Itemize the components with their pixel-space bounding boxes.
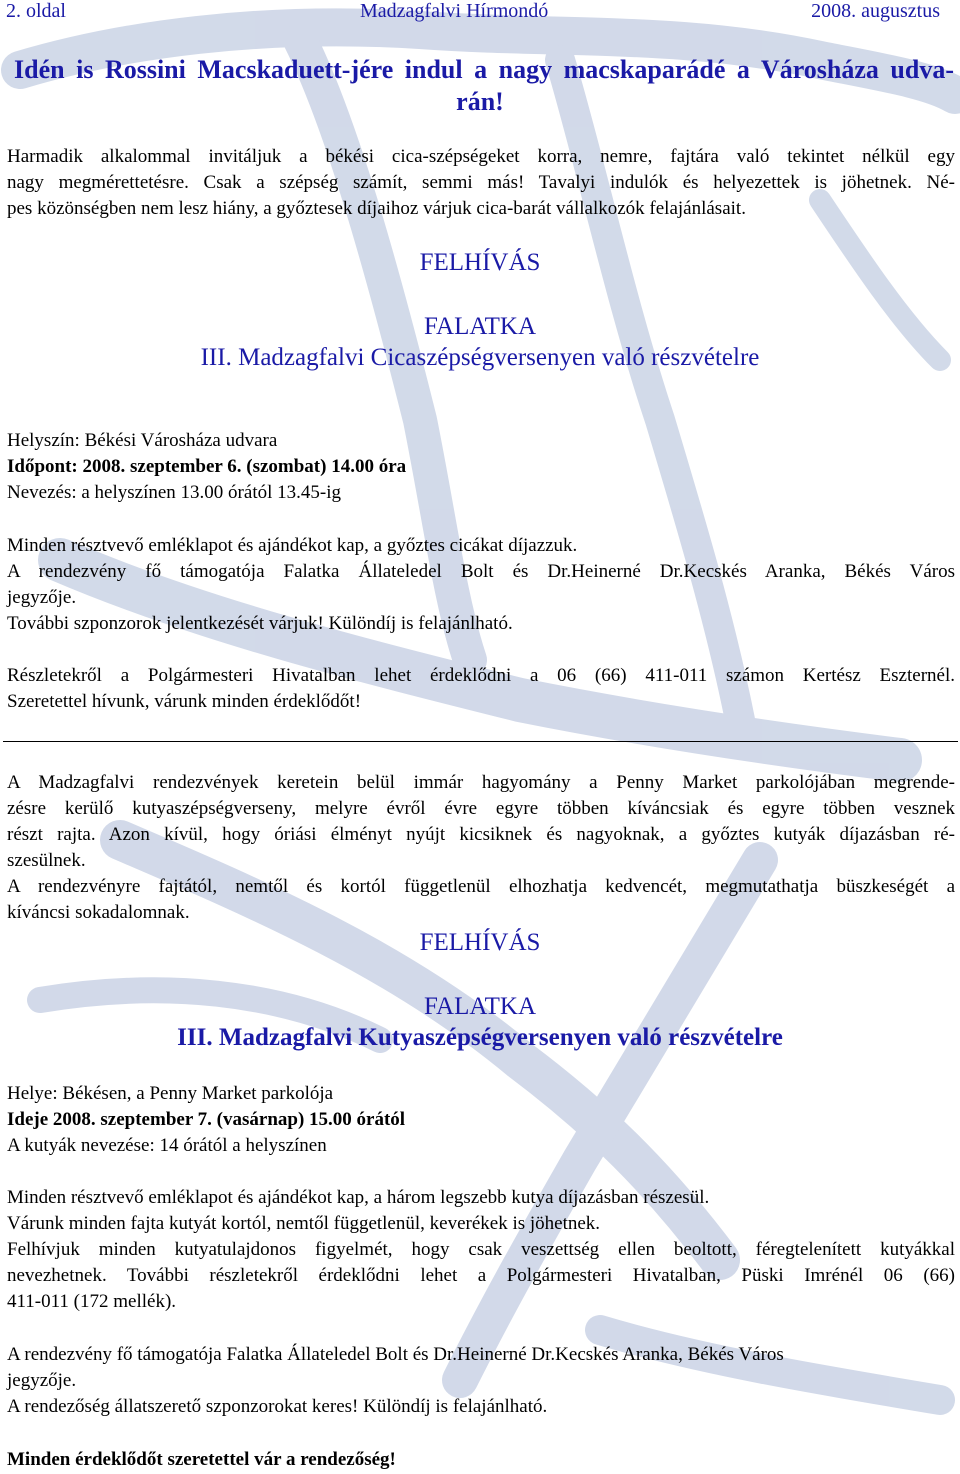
article2-info-line: Várunk minden fajta kutyát kortól, nemtől függetlenül, keverékek is jöhetnek. [7, 1213, 601, 1234]
article1-main-sponsor-cont: jegyzője. [7, 587, 77, 608]
article2-info-line: nevezhetnek. További részletekről érdeklődni lehet a Polgármesteri Hivatalban, Püski Imrénél 06 (66) [7, 1265, 955, 1286]
article2-call-heading: FELHÍVÁS [419, 929, 541, 956]
article2-intro-line: szesülnek. [7, 850, 86, 871]
article1-invitation: Szeretettel hívunk, várunk minden érdeklődőt! [7, 691, 362, 712]
article1-details: Részletekről a Polgármesteri Hivatalban lehet érdeklődni a 06 (66) 411-011 számon Kertész Eszternél. [7, 665, 955, 686]
article2-intro-line: zésre kerülő kutyaszépségverseny, melyre évről évre egyre többen kíváncsiak és egyre többen vesznek [7, 798, 955, 819]
article2-contest-heading: III. Madzagfalvi Kutyaszépségversenyen való részvételre [177, 1024, 783, 1051]
article2-info-line: Felhívjuk minden kutyatulajdonos figyelmét, hogy csak veszettség ellen beoltott, féregtelenített kutyákkal [7, 1239, 955, 1260]
article2-intro-line: részt rajta. Azon kívül, hogy óriási élményt nyújt kicsiknek és nagyoknak, a győztes kutyák díjazásban ré- [7, 824, 955, 845]
article1-title-line2: rán! [456, 87, 504, 116]
article1-main-sponsor: A rendezvény fő támogatója Falatka Állateledel Bolt és Dr.Heinerné Dr.Kecskés Aranka, Békés Város [7, 561, 955, 582]
article2-main-sponsor: A rendezvény fő támogatója Falatka Állateledel Bolt és Dr.Heinerné Dr.Kecskés Aranka, Békés Város [7, 1344, 784, 1365]
article1-intro-line: Harmadik alkalommal invitáljuk a békési cica-szépségeket korra, nemre, fajtára való tekintet nélkül egy [7, 146, 955, 167]
article2-time: Ideje 2008. szeptember 7. (vasárnap) 15.00 órától [7, 1109, 406, 1130]
article2-info-line: 411-011 (172 mellék). [7, 1291, 177, 1312]
article2-sponsor-heading: FALATKA [423, 993, 537, 1020]
article2-intro-line: kíváncsi sokadalomnak. [7, 902, 190, 923]
issue-date: 2008. augusztus [811, 0, 940, 22]
article1-prizes: Minden résztvevő emléklapot és ajándékot kap, a győztes cicákat díjazzuk. [7, 535, 578, 556]
article1-place: Helyszín: Békési Városháza udvara [7, 430, 278, 451]
article1-registration: Nevezés: a helyszínen 13.00 órától 13.45-ig [7, 482, 341, 503]
article2-intro-line: A Madzagfalvi rendezvények keretein belül immár hagyomány a Penny Market parkolójában megrende- [7, 772, 955, 793]
article2-more-sponsors: A rendezőség állatszerető szponzorokat keres! Különdíj is felajánlható. [7, 1396, 548, 1417]
article1-time: Időpont: 2008. szeptember 6. (szombat) 14.00 óra [7, 456, 407, 477]
publication-name: Madzagfalvi Hírmondó [360, 0, 549, 22]
article1-contest-heading: III. Madzagfalvi Cicaszépségversenyen való részvételre [200, 344, 760, 371]
article1-title-line1: Idén is Rossini Macskaduett-jére indul a nagy macskaparádé a Városháza udva- [14, 55, 954, 84]
article1-sponsor-heading: FALATKA [423, 313, 537, 340]
article2-place: Helye: Békésen, a Penny Market parkolója [7, 1083, 334, 1104]
article1-more-sponsors: További szponzorok jelentkezését várjuk! Különdíj is felajánlható. [7, 613, 513, 634]
article1-intro-line: pes közönségben nem lesz hiány, a győztesek díjaihoz várjuk cica-barát vállalkozók felajánlásait. [7, 198, 746, 219]
section-divider [3, 741, 958, 742]
article2-info-line: Minden résztvevő emléklapot és ajándékot kap, a három legszebb kutya díjazásban részesül. [7, 1187, 710, 1208]
article2-main-sponsor-cont: jegyzője. [7, 1370, 77, 1391]
article2-registration: A kutyák nevezése: 14 órától a helyszínen [7, 1135, 327, 1156]
closing-line: Minden érdeklődőt szeretettel vár a rendezőség! [7, 1449, 396, 1470]
article1-call-heading: FELHÍVÁS [419, 249, 541, 276]
article2-intro-line: A rendezvényre fajtától, nemtől és kortól függetlenül elhozhatja kedvencét, megmutathatja büszkeségét a [7, 876, 955, 897]
page-number: 2. oldal [6, 0, 66, 22]
article1-intro-line: nagy megmérettetésre. Csak a szépség számít, semmi más! Tavalyi indulók és helyezettek is jöhetnek. Né- [7, 172, 955, 193]
